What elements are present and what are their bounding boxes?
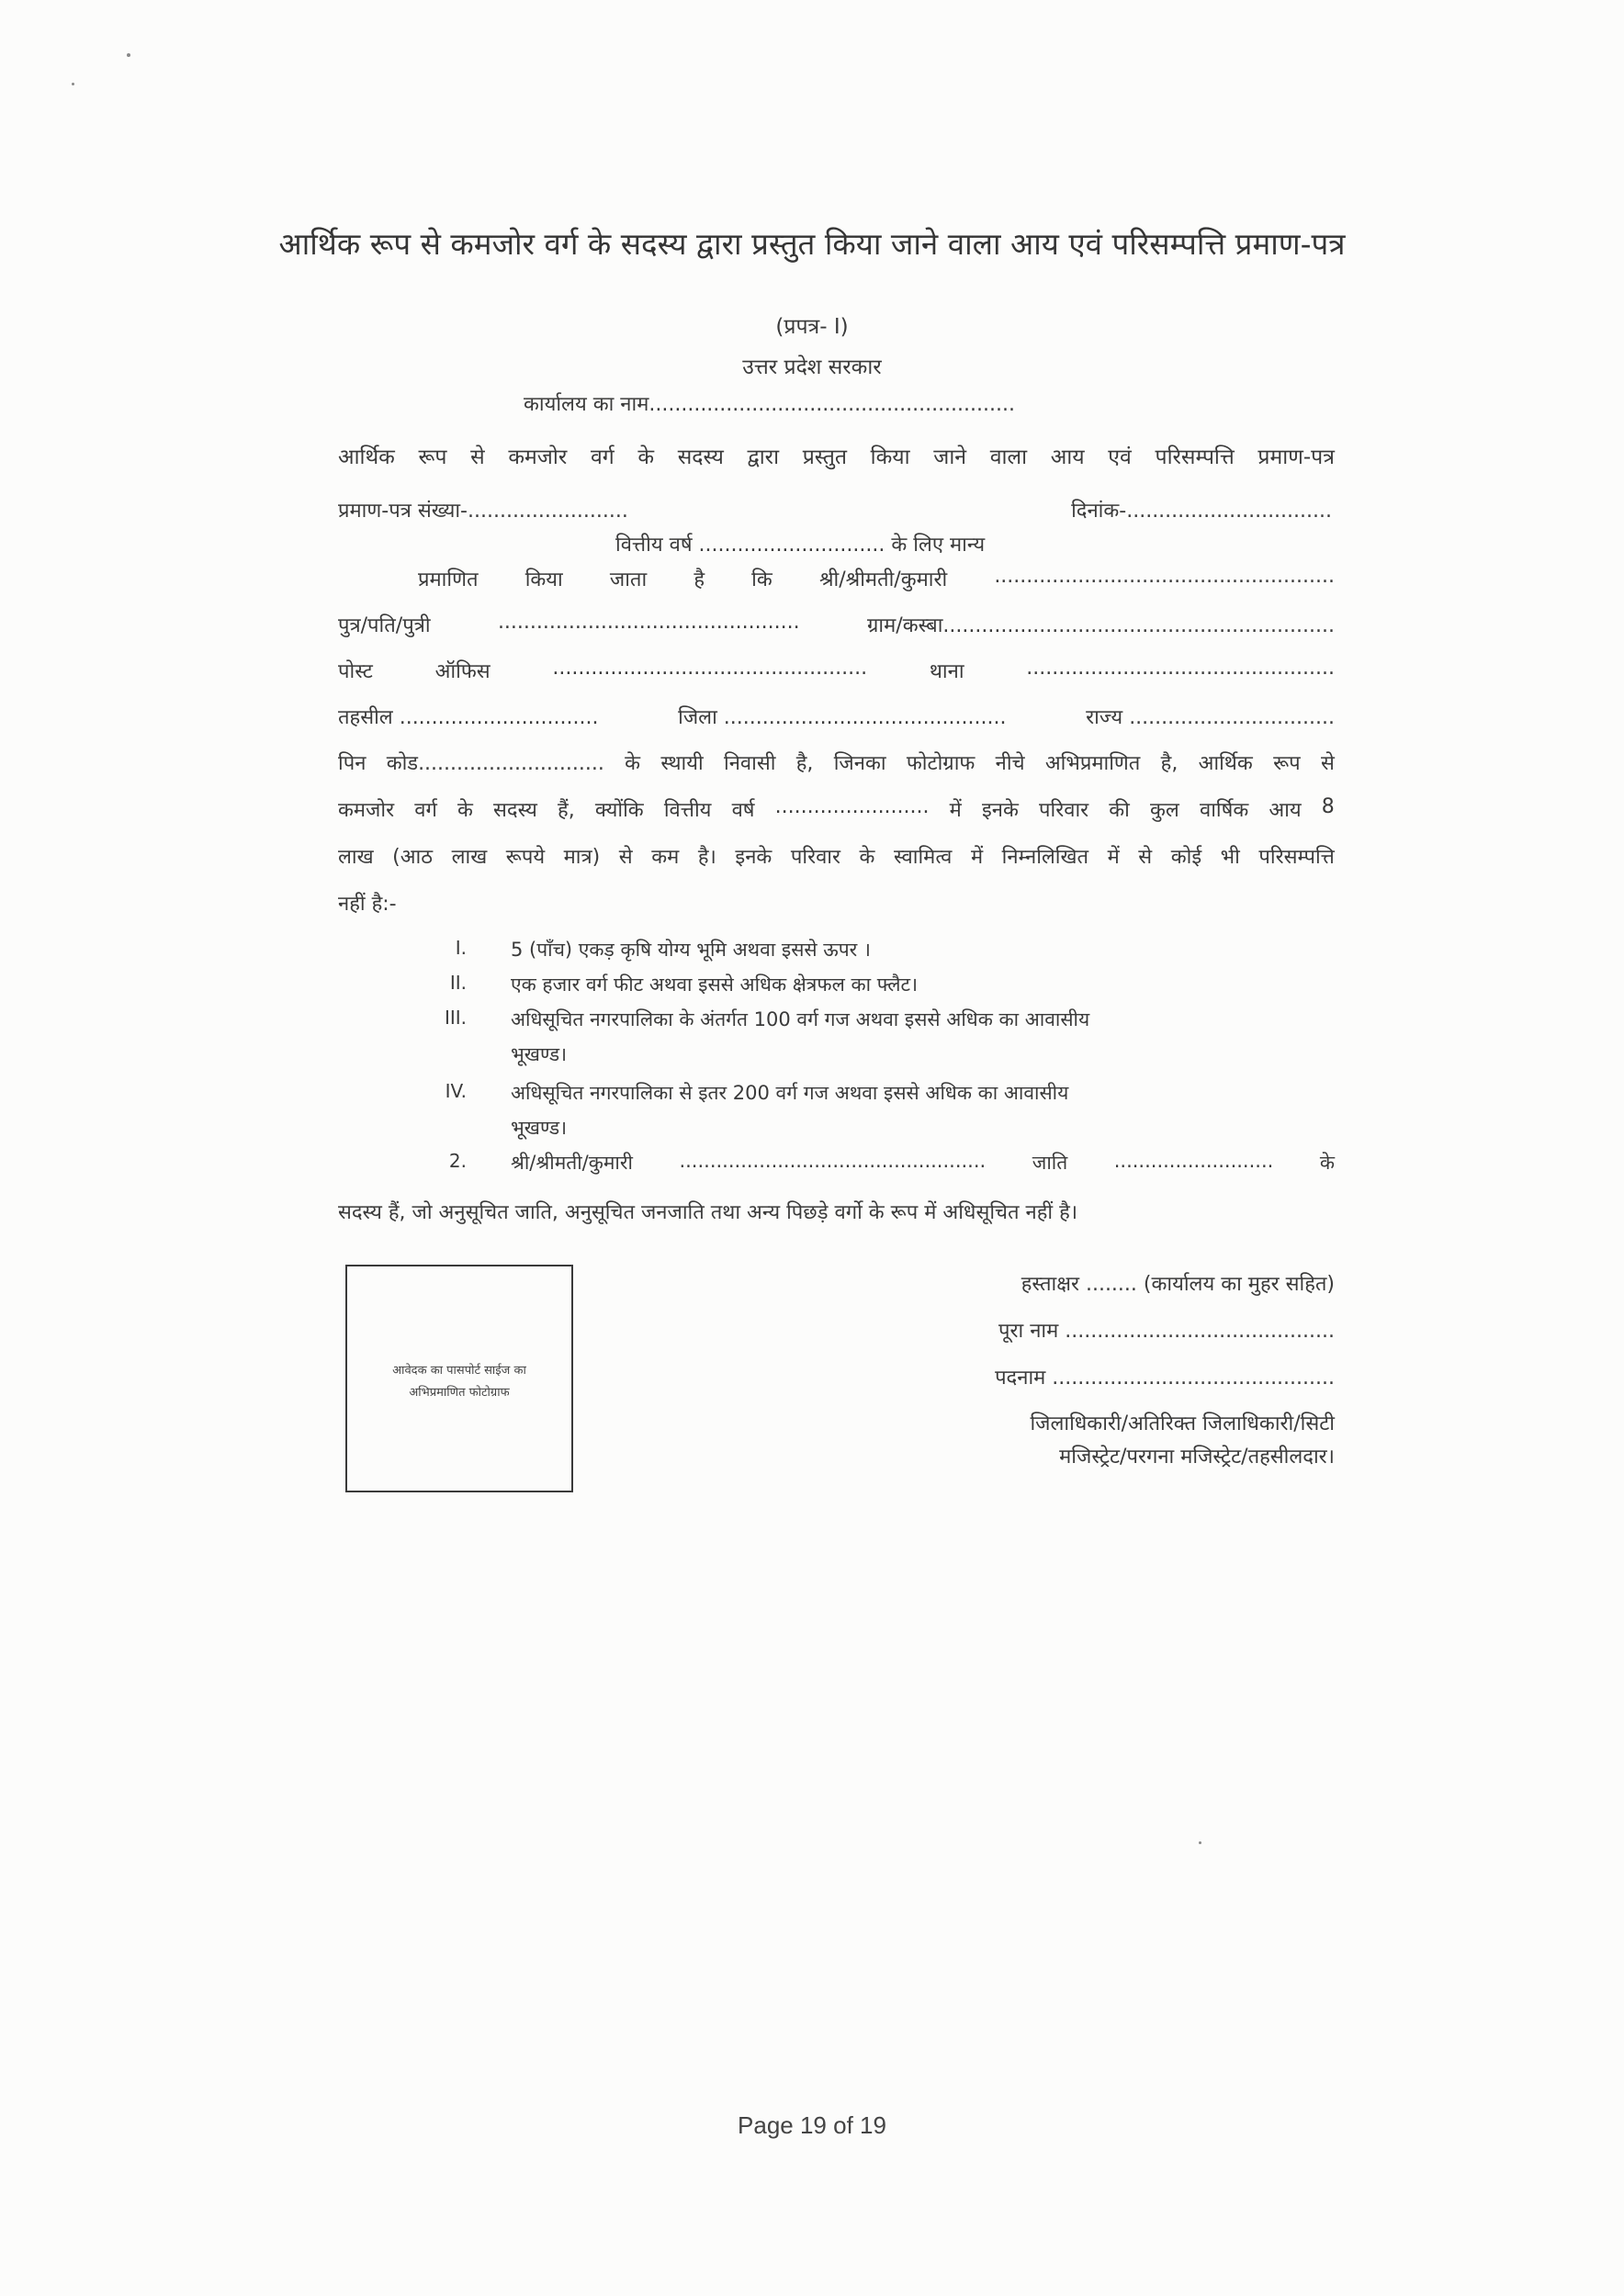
subtitle-word: परिसम्पत्ति [1155,445,1235,469]
caste-line [511,1150,1335,1176]
subtitle-word: प्रमाण-पत्र [1257,445,1335,469]
caste-field: .......................... [1113,1150,1274,1172]
caste-field: के [1319,1152,1335,1174]
paragraph-word: निम्नलिखित [1001,846,1089,869]
paragraph-line [338,748,1335,776]
scan-speck [1199,1841,1201,1844]
scan-speck [127,53,130,57]
paragraph-word: से [1320,752,1335,775]
paragraph-word: के [457,799,473,822]
paragraph-word: परिवार [1039,799,1089,822]
paragraph-word: कमजोर [338,799,395,822]
subtitle-word: किया [870,445,910,469]
paragraph-word: फोटोग्राफ [906,752,976,775]
post-office-field: थाना [929,660,964,683]
paragraph-word: परिसम्पत्ति [1258,846,1335,869]
paragraph-word: क्योंकि [594,799,644,822]
paragraph-word: सदस्य [493,799,537,822]
paragraph-word: कम [651,846,680,869]
paragraph-word: इनके [735,846,773,869]
caste-field: श्री/श्रीमती/कुमारी [511,1152,633,1174]
paragraph-word: है, [1160,752,1179,775]
subtitle-word: सदस्य [677,445,724,469]
caste-continuation: सदस्य हैं, जो अनुसूचित जाति, अनुसूचित जनजाति तथा अन्य पिछड़े वर्गो के रूप में अधिसूचित नहीं है। [338,1201,1078,1224]
paragraph-word: वर्ग [414,799,437,822]
paragraph-word: के [625,752,641,775]
subtitle-word: द्वारा [747,445,780,469]
certify-word: प्रमाणित [418,568,479,591]
paragraph-word: के [859,846,875,869]
asset-number: IV. [445,1080,467,1102]
signature-line: हस्ताक्षर ........ (कार्यालय का मुहर सहित) [1021,1273,1335,1296]
certify-word: है [694,568,705,591]
paragraph-word: वार्षिक [1199,799,1249,822]
paragraph-word: में [949,799,962,822]
subtitle-word: वर्ग [590,445,615,469]
form-number: (प्रपत्र- I) [775,315,849,339]
tehsil-line [338,703,1335,730]
paragraph-word: मात्र) [563,846,601,869]
paragraph-word: आर्थिक [1198,752,1253,775]
paragraph-word: (आठ [392,846,434,869]
asset-number: III. [444,1007,467,1029]
paragraph-word: कुल [1150,799,1179,822]
paragraph-line [338,842,1335,870]
paragraph-word: रूपये [505,846,546,869]
paragraph-word: लाख [451,846,488,869]
paragraph-word: की [1109,799,1130,822]
subtitle-word: एवं [1108,445,1132,469]
government-name: उत्तर प्रदेश सरकार [742,355,882,379]
paragraph-word: इनके [981,799,1019,822]
subtitle-word: कमजोर [508,445,568,469]
certify-line [418,565,1335,592]
asset-text: एक हजार वर्ग फीट अथवा इससे अधिक क्षेत्रफल का फ्लैट। [511,974,919,996]
paragraph-word: जिनका [833,752,886,775]
scan-speck [72,83,74,85]
paragraph-word: अभिप्रमाणित [1044,752,1141,775]
paragraph-word: कोई [1170,846,1202,869]
paragraph-word: आय [1269,799,1302,822]
asset-number: II. [449,972,467,994]
subtitle-word: जाने [933,445,967,469]
subtitle-word: आय [1050,445,1085,469]
certificate-number: प्रमाण-पत्र संख्या-......................... [338,500,628,523]
paragraph-word: में [970,846,984,869]
paragraph-word: वर्ष [731,799,755,822]
full-name-line: पूरा नाम .......................................... [998,1320,1335,1343]
paragraph-word: भी [1220,846,1240,869]
designation-line: पदनाम ............................................ [995,1367,1335,1390]
relation-field: ग्राम/कस्बा............................................................. [867,614,1335,637]
relation-line [338,611,1335,638]
paragraph-last-line: नहीं है:- [338,893,397,916]
clause-number: 2. [448,1150,467,1172]
authority-line: जिलाधिकारी/अतिरिक्त जिलाधिकारी/सिटी [1030,1412,1335,1435]
post-office-field: ऑफिस [434,660,491,683]
caste-field: जाति [1032,1152,1068,1174]
asset-text: अधिसूचित नगरपालिका से इतर 200 वर्ग गज अथवा इससे अधिक का आवासीय [511,1082,1069,1104]
certificate-date: दिनांक-................................ [1071,500,1332,523]
paragraph-word: लाख [338,846,374,869]
asset-text-continued: भूखण्ड। [511,1043,568,1065]
paragraph-word: है, [795,752,814,775]
subtitle-word: के [637,445,655,469]
tehsil-field: जिला ............................................ [678,706,1007,729]
paragraph-word: हैं, [558,799,575,822]
paragraph-word: से [618,846,633,869]
tehsil-field: राज्य ................................ [1086,706,1335,729]
office-name-line: कार्यालय का नाम......................................................... [524,393,1015,416]
paragraph-word: पिन [338,752,367,775]
certify-word: जाता [609,568,648,591]
subtitle-word: रूप [418,445,447,469]
paragraph-word: परिवार [790,846,840,869]
post-office-field: ................................................ [1026,657,1335,680]
paragraph-word: कोड............................. [386,752,604,775]
post-office-field: पोस्ट [338,660,373,683]
photo-caption [347,1360,571,1404]
certify-word: कि [751,568,773,591]
subtitle-word: से [470,445,485,469]
photo-caption-line: आवेदक का पासपोर्ट साईज का [392,1364,526,1378]
paragraph-word: निवासी [724,752,776,775]
paragraph-word: वित्तीय [663,799,712,822]
relation-field: पुत्र/पति/पुत्री [338,614,431,637]
paragraph-line [338,795,1335,823]
photo-caption-line: अभिप्रमाणित फोटोग्राफ [409,1386,510,1400]
paragraph-word: स्थायी [660,752,704,775]
subtitle-word: प्रस्तुत [802,445,847,469]
certify-word: श्री/श्रीमती/कुमारी [818,568,948,591]
paragraph-word: ........................ [774,795,930,818]
asset-text: अधिसूचित नगरपालिका के अंतर्गत 100 वर्ग गज अथवा इससे अधिक का आवासीय [511,1008,1090,1030]
caste-field: .................................................. [679,1150,987,1172]
certify-word: किया [524,568,563,591]
asset-text-continued: भूखण्ड। [511,1117,568,1139]
photo-box [345,1265,573,1492]
subtitle-line [338,441,1335,470]
document-title: आर्थिक रूप से कमजोर वर्ग के सदस्य द्वारा प्रस्तुत किया जाने वाला आय एवं परिसम्पत्ति प्रमाण-पत्र [278,226,1346,262]
authority-line: मजिस्ट्रेट/परगना मजिस्ट्रेट/तहसीलदार। [1059,1446,1335,1469]
tehsil-field: तहसील ............................... [338,706,599,729]
paragraph-word: में [1107,846,1120,869]
page-footer: Page 19 of 19 [738,2111,886,2139]
paragraph-word: 8 [1321,795,1335,818]
subtitle-word: वाला [989,445,1028,469]
subtitle-word: आर्थिक [338,445,395,469]
paragraph-word: स्वामित्व [894,846,953,869]
asset-number: I. [455,937,467,959]
financial-year-validity: वित्तीय वर्ष ............................. के लिए मान्य [615,534,986,557]
paragraph-word: नीचे [995,752,1025,775]
paragraph-word: है। [697,846,716,869]
paragraph-word: से [1138,846,1153,869]
certify-word: ..................................................... [994,565,1335,588]
paragraph-word: रूप [1273,752,1301,775]
post-office-line [338,657,1335,684]
post-office-field: ................................................. [552,657,868,680]
asset-text: 5 (पाँच) एकड़ कृषि योग्य भूमि अथवा इससे ऊपर । [511,939,871,961]
relation-field: ............................................... [497,611,800,634]
